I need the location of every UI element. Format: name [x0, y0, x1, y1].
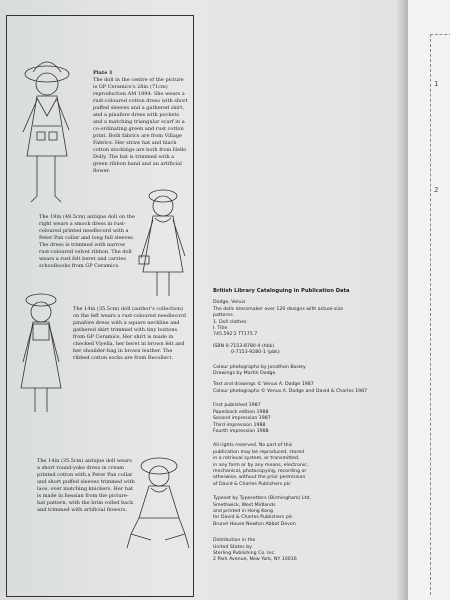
caption-doll-4 [37, 458, 135, 514]
caption-text: The 14in (35.5cm) antique doll wears a short round-yoke dress in cream printed cotton with a Peter Pan collar and short puffed sleeves trimmed with lace, over matching knickers. Her hat is made in hessian from the picture-hat pattern, with the brim rolled back and trimmed with artificial flowers. [37, 458, 135, 513]
cip-heading: British Library Cataloguing in Publication Data [213, 288, 350, 294]
doll-illustration-3 [13, 288, 69, 418]
cip-entry: Dodge, Venus The dolls dressmaker over 120 designs with actual-size patterns. 1. Doll clothes I. Title 745.592'2 TT175.7 [213, 300, 343, 338]
cataloguing-data [213, 288, 388, 569]
doll-illustration-2 [135, 182, 191, 302]
copyright-block: Text and drawings © Venus A. Dodge 1987 Colour photographs © Venus A. Dodge and David & Charles 1987 [213, 382, 368, 394]
caption-text: The 14in (35.5cm) doll (author's collection) on the left wears a rust-coloured needlecord pinafore dress with a square neckline and gathered skirt trimmed with tiny buttons from GP Ceramics. Her shirt is made in checked Viyella, her beret in brown felt and her shoulder-bag in brown leather. The ribbed cotton socks are from Recollect. [73, 306, 186, 361]
photo-credits: Colour photographs by Jonathon Bosley Drawings by Martin Dodge [213, 364, 306, 377]
caption-doll-2 [39, 214, 137, 270]
isbn-block: ISBN 0-7153-8780-4 (hbk) 0-7153-9280-1 (pbk) [213, 343, 280, 356]
dashed-pattern-outline [430, 34, 450, 595]
rights-notice: All rights reserved. No part of this publication may be reproduced, stored in a retrieval system, or transmitted, in any form or by any means, electronic, mechanical, photocopying, recording or otherwise, without the prior permission of David & Charles Publishers plc [213, 443, 309, 487]
adjacent-page [408, 0, 450, 600]
illustration-panel [6, 15, 194, 597]
doll-illustration-4 [125, 448, 191, 568]
distribution-details: Distribution in the United States by Sterling Publishing Co. Inc. 2 Park Avenue, New York, NY 10016 [213, 538, 297, 563]
edition-history: First published 1987 Paperback edition 1988 Second impression 1987 Third impression 1988 Fourth impression 1988 [213, 403, 271, 434]
caption-doll-3 [73, 306, 189, 362]
doll-illustration-1 [9, 36, 79, 216]
caption-plate-1 [93, 70, 189, 175]
plate-label: Plate 1 [93, 70, 113, 76]
caption-text: The doll in the centre of the picture is GP Ceramics's 28in (71cm) reproduction AM 1894. She wears a rust-coloured cotton dress with short puffed sleeves and a gathered skirt, and a pinafore dress with pockets and a matching triangular scarf in a co-ordinating green and rust cotton print. Both fabrics are from Village Fabrics. Her straw hat and black cotton stockings are both from Hello Dolly. The hat is trimmed with a green ribbon band and an artificial flower. [93, 77, 188, 174]
pattern-mark-1: 1 [434, 80, 439, 88]
printer-details: Typeset by Typesetters (Birmingham) Ltd, Smethwick, West Midlands and printed in Hong Kong for David & Charles Publishers plc Brunel House Newton Abbot Devon [213, 496, 311, 527]
pattern-mark-2: 2 [434, 186, 439, 194]
caption-text: The 19in (48.5cm) antique doll on the right wears a smock dress in rust-coloured printed needlecord with a Peter Pan collar and long full sleeves. The dress is trimmed with narrow rust-coloured velvet ribbon. The doll wears a rust felt beret and carries schoolbooks from GP Ceramics. [39, 214, 135, 269]
